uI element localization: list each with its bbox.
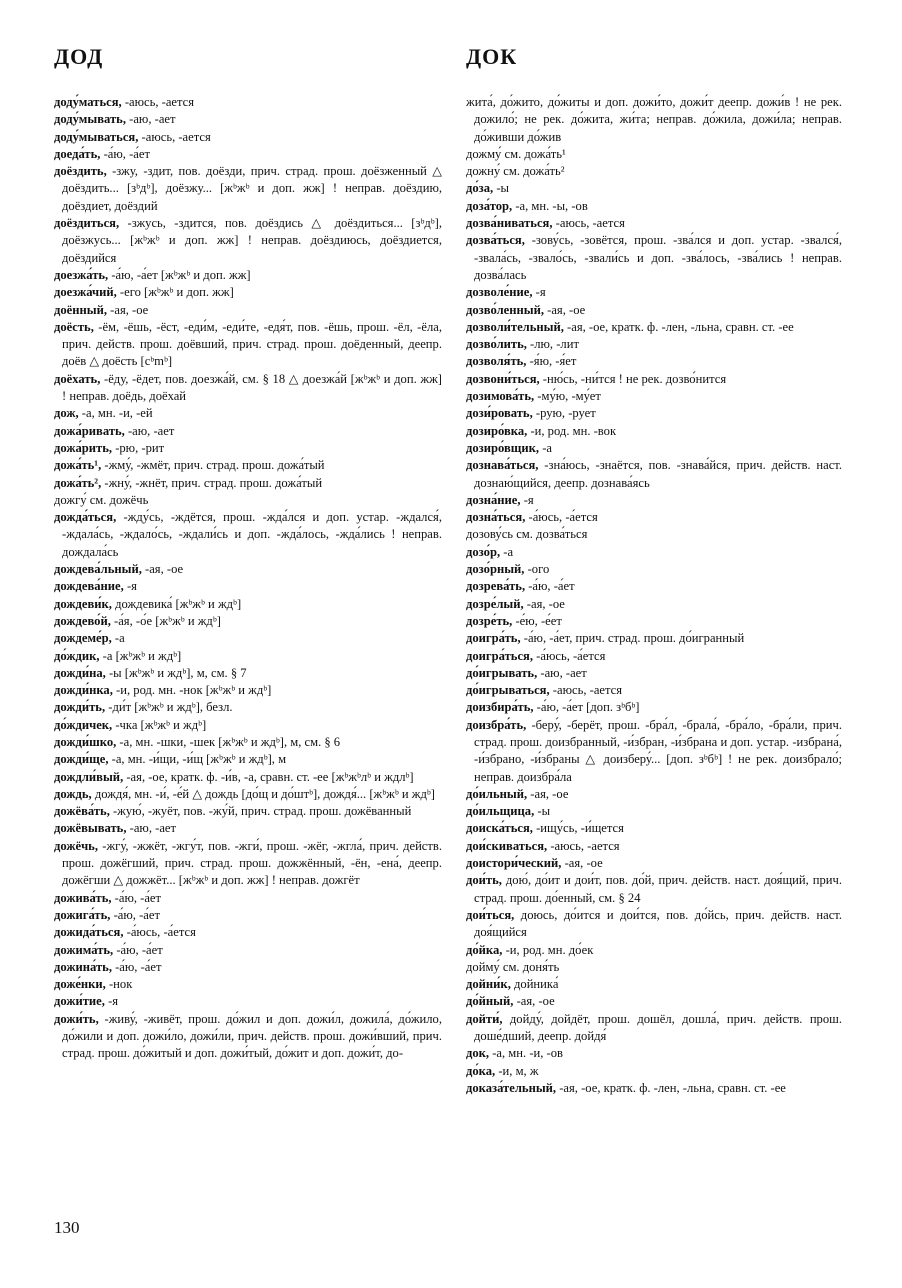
entry-body: -ая, -ое [107,302,149,317]
entry-body: дожму́ см. дожа́ть¹ [466,146,566,161]
headword: доза́тор, [466,198,513,213]
dictionary-entry [466,388,842,405]
headword: доистори́ческий, [466,856,562,871]
entry-body: дождевика́ [жᵇжᵇ и ждᵇ] [111,596,242,611]
headword: до́игрываться, [466,683,550,698]
headword: дои́скиваться, [466,838,548,853]
dictionary-entry [466,371,842,388]
dictionary-entry [466,717,842,786]
entry-body: -а́я, -о́е [жᵇжᵇ и ждᵇ] [110,613,221,628]
headword: дожди́ть, [54,700,106,715]
entry-body: -аюсь, -ается [547,838,620,853]
entry-body: дою́, до́ит и дои́т, пов. до́й, прич. действ. наст. доя́щий, прич. страд. прош. до́енный, см. § 24 [474,873,842,905]
dictionary-entry [54,924,442,941]
headword: дожида́ться, [54,925,124,940]
entry-body: -ого [524,562,550,577]
dictionary-entry [466,699,842,716]
headword: дожа́ть¹, [54,458,102,473]
headword: до́ждик, [54,648,100,663]
entry-body: -я [123,579,137,594]
headword: дозва́ться, [466,233,525,248]
headword: доказа́тельный, [466,1080,557,1095]
dictionary-entry [466,648,842,665]
headword: доёсть, [54,319,94,334]
headword: доезжа́чий, [54,285,117,300]
entry-body: -нок [105,977,133,992]
entry-body: -ищу́сь, -и́щется [532,821,624,836]
dictionary-entry [466,578,842,595]
entry-body: -ы [534,804,551,819]
headword: дозимова́ть, [466,389,535,404]
headword: дожди́на, [54,665,106,680]
headword: доезжа́ть, [54,267,109,282]
headword: дозволи́тельный, [466,319,564,334]
dictionary-entry [466,440,842,457]
headword: до́йный, [466,994,514,1009]
entry-body: -аюсь, -ается [138,129,211,144]
entry-body: -ы [493,181,509,196]
entry-body: -и, м, ж [495,1063,539,1078]
dictionary-entry [54,475,442,492]
entry-body: -ая, -ое [141,562,184,577]
headword: доду́мывать, [54,112,126,127]
dictionary-entry [54,284,442,301]
entry-body: -ая, -ое [543,302,586,317]
dictionary-entry [54,319,442,371]
dictionary-entry [466,146,842,163]
entry-body: -его [жᵇжᵇ и доп. жж] [116,285,234,300]
entry-body: -аюсь, -ается [549,683,623,698]
dictionary-entry [54,699,442,716]
headword: дожина́ть, [54,959,112,974]
headword: дои́ть, [466,873,502,888]
dictionary-entry [54,302,442,319]
headword: дожда́ться, [54,510,117,525]
entry-body: -а́юсь, -а́ется [123,925,196,940]
entry-body: -ая, -ое [561,856,603,871]
headword: дожди́шко, [54,734,117,749]
dictionary-entry [54,751,442,768]
headword: до́ильщица, [466,804,535,819]
entry-body: -жму́, -жмёт, прич. страд. прош. дожа́тый [101,458,325,473]
dictionary-entry [466,180,842,197]
dictionary-entry [466,1080,842,1097]
entry-body: -жую́, -жуёт, пов. -жу́й, прич. страд. прош. дожёванный [109,804,412,819]
dictionary-entry [54,769,442,786]
entry-body: -и, род. мн. -вок [527,423,617,438]
headword: дозо́рный, [466,562,525,577]
dictionary-entry [466,855,842,872]
entry-body: -а́ю, -а́ет [110,907,160,922]
dictionary-entry [466,163,842,180]
dictionary-entry [466,215,842,232]
entry-body: -аю, -ает [537,665,587,680]
dictionary-entry [54,596,442,613]
entry-body: -а, мн. -и, -ов [489,1046,563,1061]
entry-body: -а́юсь, -а́ется [525,510,598,525]
dictionary-entry [54,613,442,630]
entry-body: -ая, -ое [513,994,555,1009]
entry-body: -лю, -лит [526,337,579,352]
dictionary-entry [466,976,842,993]
dictionary-entry [466,302,842,319]
dictionary-entry [466,959,842,976]
dictionary-entry [54,371,442,406]
entry-body: -а́ю, -а́ет [111,890,162,905]
entry-body: -зна́юсь, -знаётся, пов. -знава́йся, прич. действ. наст. дознаю́щийся, деепр. дознава́ясь [474,458,842,490]
headword: дозволя́ть, [466,354,527,369]
headword: дозиро́вка, [466,423,528,438]
entry-body: -ы [жᵇжᵇ и ждᵇ], м, см. § 7 [105,665,247,680]
headword: дождева́ние, [54,579,124,594]
entry-body: -живу́, -живёт, прош. до́жил и доп. дожи́л, дожила́, до́жило, до́жили и доп. дожи́ло, дожи́ли, прич. действ. прош. дожи́вший, прич. страд. прош. до́житый и доп. дожи́тый, до́жит и доп. дожи́т, до- [62,1011,442,1061]
entry-body: доюсь, до́ится и дои́тся, пов. до́йсь, прич. действ. наст. доя́щийся [474,907,842,940]
dictionary-entry [466,665,842,682]
headword: дождь, [54,786,92,801]
entry-body: -я [532,285,546,300]
headword: дозво́ленный, [466,302,544,317]
dictionary-entry [54,1011,442,1063]
headword: доеда́ть, [54,146,101,161]
entry-body: -зову́сь, -зовётся, прош. -зва́лся и доп. устар. -звался́, -звала́сь, -звало́сь, -звали́сь и доп. -зва́лось, -зва́лись ! неправ. дозва́лась [474,233,842,282]
entry-body: -а [жᵇжᵇ и ждᵇ] [99,648,182,663]
entry-body: -чка [жᵇжᵇ и ждᵇ] [112,717,207,732]
dictionary-entry [466,198,842,215]
entry-body: дожну́ см. дожа́ть² [466,164,565,179]
headword: доёздиться, [54,216,120,231]
headword: дозво́лить, [466,337,527,352]
dictionary-entry [54,146,442,163]
headword: дозва́ниваться, [466,216,553,231]
dictionary-entry [466,613,842,630]
headword: дожа́ть², [54,475,102,490]
entry-body: -а́ю, -а́ет [100,146,150,161]
dictionary-entry [54,682,442,699]
entry-body: дойника́ [510,977,559,992]
dictionary-entry [466,232,842,284]
headword: дойни́к, [466,977,511,992]
entry-body: -аю, -ает [125,112,176,127]
headword: дожи́ть, [54,1011,99,1026]
dictionary-entry [54,561,442,578]
headword: доду́маться, [54,95,122,109]
headword: дозволе́ние, [466,285,533,300]
dictionary-entry [54,803,442,820]
headword: доёздить, [54,164,107,179]
headword: дозна́ние, [466,492,521,507]
dictionary-entry [54,215,442,267]
headword: дождеме́р, [54,631,112,646]
dictionary-entry [466,942,842,959]
dictionary-entry [54,890,442,907]
entry-body: дождя́, мн. -и́, -е́й △ дождь [до́щ и до́штᵇ], дождя́... [жᵇжᵇ и ждᵇ] [91,786,435,801]
dictionary-entry [54,129,442,146]
entry-body: -аюсь, -ается [552,216,625,231]
dictionary-entry [54,440,442,457]
dictionary-entry [466,1011,842,1046]
entry-body: -аю, -ает [124,423,175,438]
dictionary-entry [466,786,842,803]
entry-body: -аюсь, -ается [121,95,195,109]
entry-body: -ди́т [жᵇжᵇ и ждᵇ], безл. [105,700,233,715]
headword: дожига́ть, [54,907,111,922]
entry-body: -ая, -ое, кратк. ф. -лен, -льна, сравн. ст. -ее [563,319,794,334]
headword: дожи́тие, [54,994,105,1009]
headword: дозвони́ться, [466,371,540,386]
headword: доизбира́ть, [466,700,534,715]
headword: доду́мываться, [54,129,139,144]
entry-body: дожгу́ см. дожёчь [54,492,149,507]
page-number: 130 [54,1218,80,1237]
entry-body: -а́ю, -а́ет, прич. страд. прош. до́игранный [520,631,745,646]
entry-body: -а́ю, -а́ет [113,942,163,957]
left-column [54,94,442,1063]
entry-body: -а [539,440,553,455]
dictionary-entry [466,561,842,578]
entry-body: -жгу́, -жжёт, -жгу́т, пов. -жги́, прош. -жёг, -жгла́, прич. действ. прош. дожёгший, прич. страд. прош. дожжённый, -ён, -ена́, деепр. дожёгши △ дожжёт... [жᵇжᵇ и доп. жж] ! неправ. дожгёт [62,838,442,888]
dictionary-entry [466,457,842,492]
entry-body: -ая, -ое, кратк. ф. -и́в, -а, сравн. ст. -ее [жᵇжᵇлᵇ и ждлᵇ] [123,769,414,784]
entry-body: -зжу, -здит, пов. доёзди, прич. страд. прош. доёзженный △ доёздить... [зᵇдᵇ], доёзжу... [жᵇжᵇ и доп. жж] ! неправ. доёздию, доёздиет, доёздий [62,164,442,213]
headword: дозна́ться, [466,510,526,525]
headword: дожима́ть, [54,942,114,957]
entry-body: -му́ю, -му́ет [534,389,601,404]
headword: до́игрывать, [466,665,538,680]
headword: доигра́ться, [466,648,534,663]
headword: дожа́ривать, [54,423,125,438]
dictionary-entry [466,838,842,855]
dictionary-entry [466,405,842,422]
dictionary-entry [466,682,842,699]
dictionary-entry [54,734,442,751]
dictionary-entry [54,838,442,890]
entry-body: -я [104,994,119,1009]
entry-body: -ая, -ое [527,786,569,801]
dictionary-entry [54,405,442,422]
entry-body: -рую, -рует [532,406,596,421]
entry-body: -а, мн. -шки, -шек [жᵇжᵇ и ждᵇ], м, см. § 6 [116,734,341,749]
dictionary-entry [466,803,842,820]
entry-body: -рю, -рит [112,440,165,455]
dictionary-entry [54,267,442,284]
entry-body: -ая, -ое, кратк. ф. -лен, -льна, сравн. ст. -ее [556,1080,786,1095]
dictionary-entry [466,319,842,336]
dictionary-entry [466,544,842,561]
dictionary-entry [466,872,842,907]
running-head-left: ДОД [54,44,104,69]
entry-body: -и, род. мн. до́ек [502,942,594,957]
headword: дожёчь, [54,838,98,853]
headword: дознава́ться, [466,458,539,473]
dictionary-entry [54,423,442,440]
entry-body: -а, мн. -и, -ей [78,406,153,421]
dictionary-entry [466,1045,842,1062]
headword: дождева́льный, [54,562,142,577]
dictionary-entry [54,94,442,111]
headword: до́ждичек, [54,717,113,732]
dictionary-entry [466,907,842,942]
entry-body: -жду́сь, -ждётся, прош. -жда́лся и доп. устар. -ждался́, -ждала́сь, -ждало́сь, -ждали́сь и доп. -жда́лось, -жда́лись ! неправ. дождала́сь [62,510,442,559]
dictionary-entry [54,578,442,595]
dictionary-entry [466,1063,842,1080]
entry-body: -беру́, -берёт, прош. -бра́л, -брала́, -бра́ло, -бра́ли, прич. страд. прош. доизбранный, -и́збран, -и́збрана и доп. устар. -избрана́, -и́збрано, -и́збраны △ доизберу́... [доп. зᵇбᵇ] ! не рек. доизбрало́; неправ. доизбра́ла [474,717,842,784]
dictionary-entry [54,786,442,803]
headword: дожди́ще, [54,752,109,767]
dictionary-entry [466,526,842,543]
dictionary-entry [466,492,842,509]
dictionary-entry [54,492,442,509]
dictionary-entry [54,976,442,993]
entry-body: -ая, -ое [523,596,565,611]
dictionary-entry [466,596,842,613]
headword: док, [466,1046,490,1061]
entry-body: -и, род. мн. -нок [жᵇжᵇ и ждᵇ] [112,683,272,698]
dictionary-entry [466,509,842,526]
dictionary-entry [54,959,442,976]
headword: доже́нки, [54,977,106,992]
headword: дождли́вый, [54,769,124,784]
headword: доёхать, [54,371,101,386]
headword: дожёвывать, [54,821,127,836]
dictionary-entry [54,717,442,734]
right-column [466,94,842,1097]
entry-body: -аю, -ает [126,821,176,836]
entry-body: -а, мн. -и́щи, -и́щ [жᵇжᵇ и ждᵇ], м [108,752,287,767]
headword: до́за, [466,181,494,196]
dictionary-entry [54,509,442,561]
dictionary-entry [466,993,842,1010]
headword: дожива́ть, [54,890,112,905]
headword: до́ильный, [466,786,528,801]
dictionary-entry [54,111,442,128]
headword: дожди́нка, [54,683,113,698]
entry-body: -а́ю, -а́ет [доп. зᵇбᵇ] [533,700,640,715]
entry-body: -а́ю, -а́ет [жᵇжᵇ и доп. жж] [108,267,251,282]
running-head-right: ДОК [466,44,518,69]
entry-body: дойду́, дойдёт, прош. дошёл, дошла́, прич. действ. прош. доше́дший, деепр. дойдя́ [474,1011,842,1044]
headword: дойти́, [466,1011,503,1026]
headword: дозо́р, [466,544,501,559]
headword: дозре́ть, [466,613,513,628]
entry-body: -а, мн. -ы, -ов [512,198,588,213]
dictionary-entry [466,820,842,837]
headword: до́йка, [466,942,503,957]
headword: доиска́ться, [466,821,533,836]
entry-body: -ёду, -ёдет, пов. доезжа́й, см. § 18 △ доезжа́й [жᵇжᵇ и доп. жж] ! неправ. доёдь, доёхай [62,371,442,404]
dictionary-entry [54,820,442,837]
entry-body: -жну́, -жнёт, прич. страд. прош. дожа́тый [101,475,323,490]
entry-body: -ём, -ёшь, -ёст, -еди́м, -еди́те, -едя́т, пов. -ёшь, прош. -ёл, -ёла, прич. действ. прош. доёвший, прич. страд. прош. доёденный, деепр. доёв △ доёсть [cᵇmᵇ] [62,319,442,369]
headword: дозрева́ть, [466,579,526,594]
entry-body: -а [111,631,125,646]
headword: дожёва́ть, [54,804,110,819]
entry-body: дозову́сь см. дозва́ться [466,527,588,542]
dictionary-entry [54,665,442,682]
entry-body: -а [500,544,514,559]
dictionary-entry [54,163,442,215]
entry-body: -а́ю, -а́ет [525,579,575,594]
dictionary-entry [54,648,442,665]
headword: доизбра́ть, [466,717,527,732]
dictionary-entry [54,993,442,1010]
headword: дозре́лый, [466,596,524,611]
headword: дози́ровать, [466,406,533,421]
headword: до́ка, [466,1063,496,1078]
dictionary-entry [54,942,442,959]
dictionary-entry [466,353,842,370]
dictionary-entry [54,457,442,474]
headword: доённый, [54,302,108,317]
entry-body: -е́ю, -е́ет [512,613,562,628]
dictionary-entry [466,336,842,353]
entry-body: дойму́ см. доня́ть [466,959,560,974]
dictionary-entry [466,284,842,301]
headword: дозиро́вщик, [466,440,540,455]
headword: дож, [54,406,79,421]
entry-body: -я [520,492,534,507]
entry-body: -а́юсь, -а́ется [533,648,606,663]
dictionary-entry [466,423,842,440]
dictionary-entry [466,630,842,647]
entry-body: жита́, до́жито, до́житы и доп. дожи́то, дожи́т деепр. дожи́в ! не рек. дожило́; не рек. до́жита, жи́та; неправ. до́жила, дожи́ла; неправ. до́живши до́жив [466,95,842,144]
entry-body: -я́ю, -я́ет [526,354,577,369]
entry-body: -а́ю, -а́ет [111,959,162,974]
headword: дождеви́к, [54,596,112,611]
dictionary-entry [54,630,442,647]
dictionary-entry [466,94,842,146]
entry-body: -зжусь, -здится, пов. доёздись △ доёздиться... [зᵇдᵇ], доёзжусь... [жᵇжᵇ и доп. жж] ! неправ. доёздиюсь, доёздиется, доёздийся [62,216,442,265]
headword: доигра́ть, [466,631,521,646]
headword: дои́ться, [466,907,515,922]
headword: дожа́рить, [54,440,113,455]
headword: дождево́й, [54,613,111,628]
entry-body: -ню́сь, -ни́тся ! не рек. дозво́нится [539,371,727,386]
dictionary-entry [54,907,442,924]
